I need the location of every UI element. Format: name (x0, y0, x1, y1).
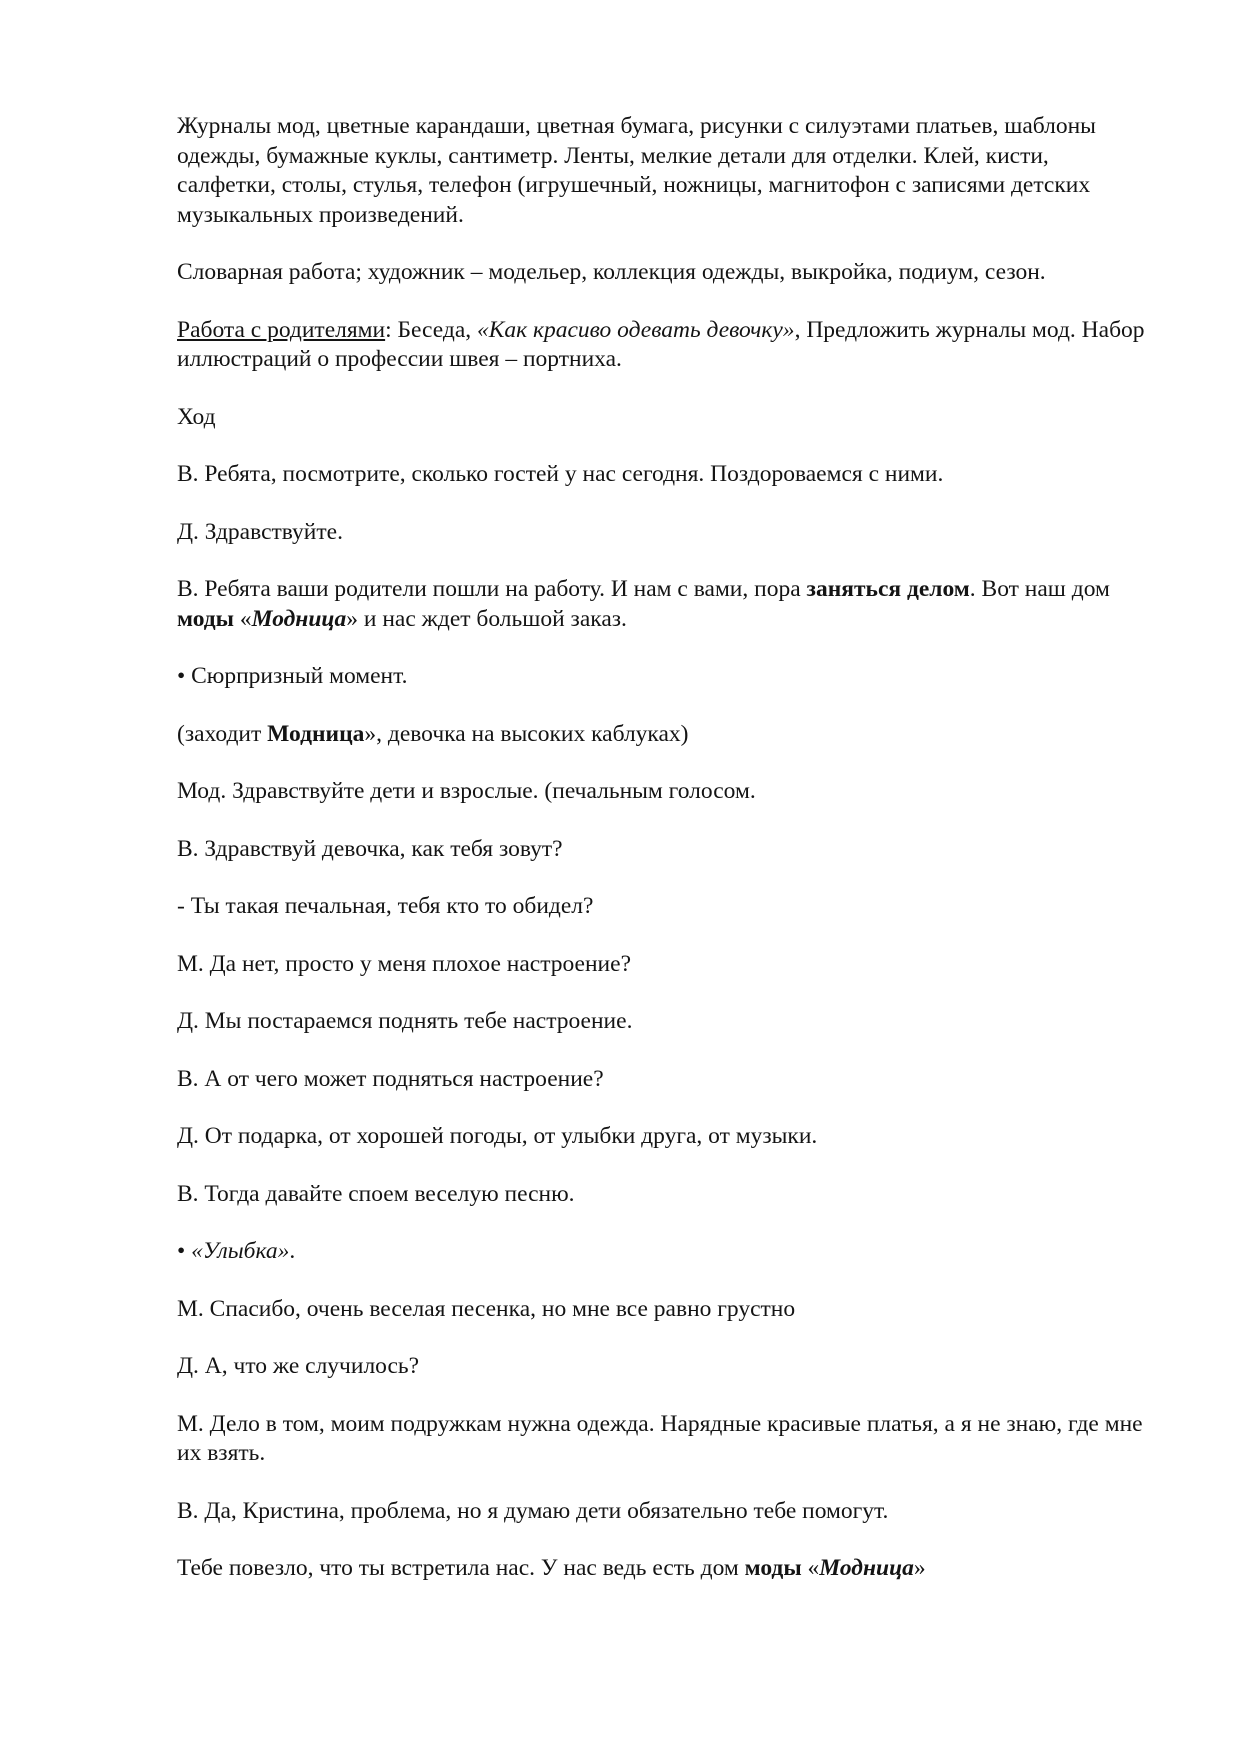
p3-bold-italic: Модница (251, 605, 347, 632)
paragraph-5 (177, 720, 1152, 750)
paragraph-10: Д. Мы постараемся поднять тебе настроение. (177, 1008, 633, 1034)
paragraph-7: В. Здравствуй девочка, как тебя зовут? (177, 835, 563, 862)
parents-rest: , Предложить журналы мод. Набор иллюстраций о профессии швея – портниха. (177, 316, 1145, 372)
parents-quote: «Как красиво одевать девочку» (477, 316, 795, 343)
document-body (177, 112, 1152, 1612)
paragraph-19 (177, 1554, 1152, 1584)
p19-bold: моды (744, 1555, 802, 1581)
p3-c: . Вот наш дом (969, 576, 1110, 602)
p5-c: », девочка на высоких каблуках) (364, 720, 689, 747)
paragraph-6: Мод. Здравствуйте дети и взрослые. (печальным голосом. (177, 778, 756, 804)
paragraph-2: Д. Здравствуйте. (177, 518, 343, 545)
p5-a: (заходит (177, 720, 268, 747)
p19-a: Тебе повезло, что ты встретила нас. У нас ведь есть дом (177, 1555, 745, 1581)
paragraph-1: В. Ребята, посмотрите, сколько гостей у нас сегодня. Поздороваемся с ними. (177, 461, 944, 487)
paragraph-16: Д. А, что же случилось? (177, 1353, 420, 1379)
p14-end: . (289, 1238, 296, 1264)
paragraph-18: В. Да, Кристина, проблема, но я думаю дети обязательно тебе помогут. (177, 1497, 889, 1524)
p19-d: » (913, 1555, 926, 1581)
p3-e: » и нас ждет большой заказ. (346, 605, 627, 632)
paragraph-15: М. Спасибо, очень веселая песенка, но мне все равно грустно (177, 1295, 796, 1322)
paragraph-4: • Сюрпризный момент. (177, 663, 408, 689)
p3-a: В. Ребята ваши родители пошли на работу. И нам с вами, пора (177, 576, 807, 602)
paragraph-17: М. Дело в том, моим подружкам нужна одежда. Нарядные красивые платья, а я не знаю, где мне их взять. (177, 1410, 1143, 1466)
paragraph-parents (177, 316, 1152, 375)
parents-label: Работа с родителями (177, 316, 386, 343)
paragraph-course: Ход (177, 403, 216, 430)
p19-c: « (801, 1555, 820, 1581)
paragraph-9: М. Да нет, просто у меня плохое настроение? (177, 950, 631, 977)
paragraph-8: - Ты такая печальная, тебя кто то обидел? (177, 893, 594, 919)
paragraph-vocabulary: Словарная работа; художник – модельер, коллекция одежды, выкройка, подиум, сезон. (177, 259, 1046, 285)
paragraph-materials: Журналы мод, цветные карандаши, цветная бумага, рисунки с силуэтами платьев, шаблоны одежды, бумажные куклы, сантиметр. Ленты, мелкие детали для отделки. Клей, кисти, салфетки, столы, стулья, телефон (игрушечный, ножницы, магнитофон с записями детских музыкальных произведений. (177, 113, 1096, 228)
p3-bold-2: моды (177, 605, 235, 632)
paragraph-3 (177, 575, 1152, 634)
p19-bold-italic: Модница (819, 1555, 914, 1581)
p5-bold: Модница (267, 720, 365, 747)
p14-bullet: • (177, 1238, 192, 1264)
parents-sep: : Беседа, (385, 316, 477, 343)
paragraph-12: Д. От подарка, от хорошей погоды, от улыбки друга, от музыки. (177, 1123, 818, 1149)
paragraph-14 (177, 1237, 1152, 1267)
p3-bold-1: заняться делом (806, 576, 970, 602)
p3-d: « (234, 605, 252, 632)
paragraph-11: В. А от чего может подняться настроение? (177, 1065, 604, 1092)
p14-song: «Улыбка» (191, 1238, 290, 1264)
paragraph-13: В. Тогда давайте споем веселую песню. (177, 1180, 575, 1207)
